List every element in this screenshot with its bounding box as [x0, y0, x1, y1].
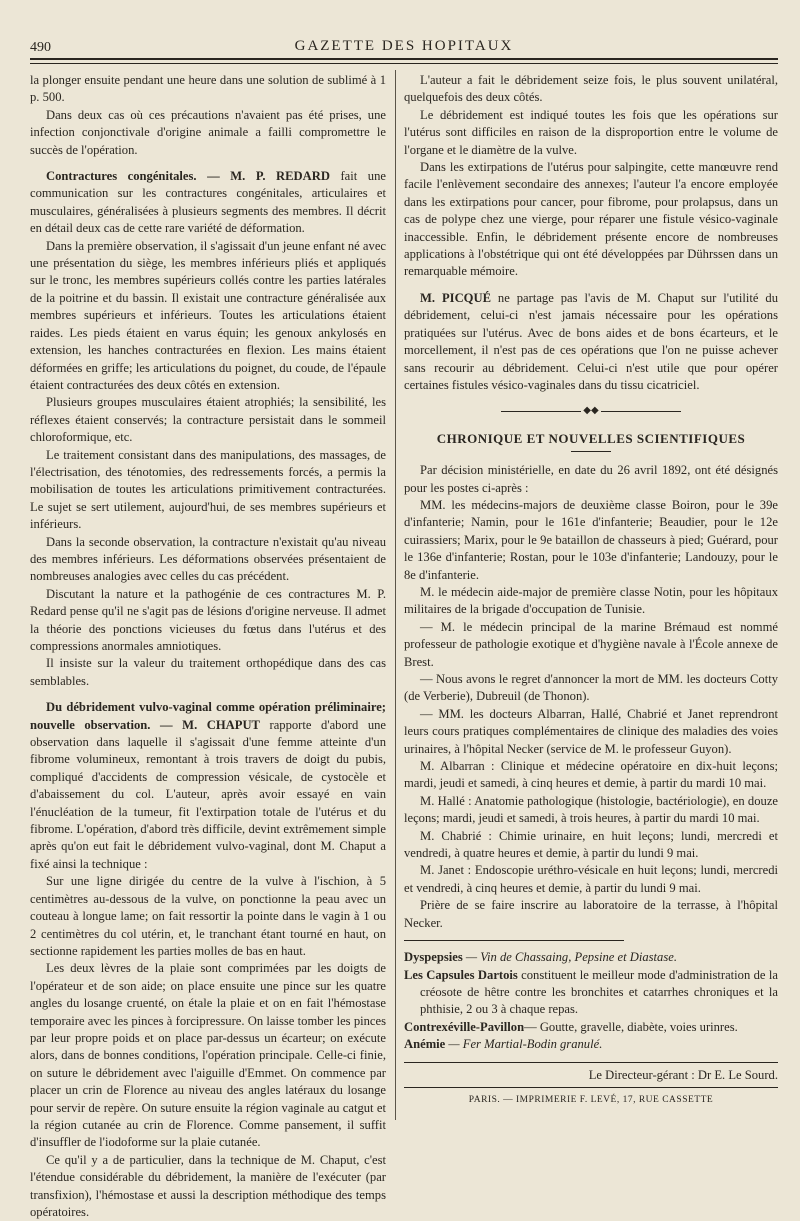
article-title: Du débridement vulvo-vaginal comme opération préliminaire; nouvelle observation. — [30, 700, 386, 732]
paragraph: Les deux lèvres de la plaie sont comprimées par les doigts de l'opérateur et de son aide; on place ensuite une pince sur les quatre angles du losange cruenté, on étale la plaie et on en fait l'hémostase temporaire avec les pinces à forcipressure. On laisse tomber les pinces par leur propre poids et on place par-dessus un écarteur; on exécute alors, dans de bonnes conditions, l'opération principale. Celle-ci finie, on suture le débridement avec l'aiguille d'Emmet. On commence par placer un crin de Florence au niveau des angles latéraux du losange pour servir de repère. On suture ensuite la région vaginale au catgut et la région cutanée au crin de Florence. Comme pansement, il suffit d'insuffler de l'iodoforme sur la plaie cutanée. — [30, 961, 386, 1150]
section-rule — [571, 451, 611, 452]
paragraph-text: ne partage pas l'avis de M. Chaput sur l'utilité du débridement, celui-ci n'est jamais nécessaire pour les opérations pratiquées sur l'utérus. Avec de bons aides et de bons écarteurs, et le morcellement, il n'est pas de ces opérations que l'on ne puisse achever sans recourir au débridement. Celui-ci n'est utile que pour opérer certaines fistules vésico-vaginales dans du tissu cicatriciel. — [404, 290, 778, 392]
ad-item: Anémie — Fer Martial-Bodin granulé. — [404, 1037, 603, 1052]
paragraph: MM. les médecins-majors de deuxième classe Boiron, pour le 39e d'infanterie; Namin, pour le 161e d'infanterie; Beaudier, pour le 12e cuirassiers; Marix, pour le 9e bataillon de chasseurs à pied; Guérard, pour le 136e d'infanterie; Rostan, pour le 103e d'infanterie; Landouzy, pour le 8e d'infanterie. — [404, 497, 778, 582]
article-debridement-intro — [30, 699, 386, 873]
paragraph: Le traitement consistant dans des manipulations, des massages, de l'électrisation, des ténotomies, des redressements forcés, a permis la mobilisation de toutes les articulations primitivement contracturées. Le sujet se sert utilement, aujourd'hui, de ses membres supérieurs et inférieurs. — [30, 447, 386, 532]
paragraph: L'auteur a fait le débridement seize fois, le plus souvent unilatéral, quelquefois des deux côtés. — [404, 73, 778, 105]
paragraph: la plonger ensuite pendant une heure dans une solution de sublimé à 1 p. 500. — [30, 73, 386, 105]
article-text: rapporte d'abord une observation dans laquelle il s'agissait d'une femme atteinte d'un fibrome volumineux, remontant à trois travers de doigt du pubis, compliqué d'accidents de compression vésicale, de cystocèle et d'abaissement du col. L'auteur, après avoir essayé en vain l'énucléation de la tumeur, fit l'extirpation totale de l'utérus et du fibrome. L'opération, d'abord très difficile, devint extrêmement simple après qu'on eut fait le débridement vulvo-vaginal, dont M. Chaput a fixé ainsi la technique : — [30, 717, 387, 871]
article-text: fait une communication sur les contractures congénitales, articulaires et musculaires, généralisées à plusieurs segments des membres. Il décrit en détail deux cas de cette rare variété de déformation. — [30, 169, 386, 236]
paragraph: M. Hallé : Anatomie pathologique (histologie, bactériologie), en douze leçons; mardi, jeudi et samedi, à trois heures, à partir du mardi 10 mai. — [404, 793, 778, 826]
ad-item: Dyspepsies — Vin de Chassaing, Pepsine et Diastase. — [404, 950, 677, 965]
paragraph: Plusieurs groupes musculaires étaient atrophiés; la sensibilité, les réflexes étaient conservés; la contracture persistait dans le sommeil chloroformique, etc. — [30, 395, 386, 445]
paragraph: Prière de se faire inscrire au laboratoire de la terrasse, à l'hôpital Necker. — [404, 898, 778, 930]
paragraph: M. Albarran : Clinique et médecine opératoire en dix-huit leçons; mardi, jeudi et samedi, à cinq heures et demie, à partir du mardi 10 mai. — [404, 759, 778, 791]
column-divider — [395, 70, 396, 1120]
paragraph: — MM. les docteurs Albarran, Hallé, Chabrié et Janet reprendront leurs cours pratiques complémentaires de clinique des maladies des voies urinaires, à l'hôpital Necker (service de M. le professeur Guyon). — [404, 706, 778, 756]
left-column — [30, 72, 386, 1221]
page-header — [30, 30, 778, 60]
paragraph: M. Chabrié : Chimie urinaire, en huit leçons; lundi, mercredi et vendredi, à quatre heures et demie, à partir du lundi 9 mai. — [404, 828, 778, 861]
ad-item: Contrexéville-Pavillon— Goutte, gravelle, diabète, voies urinres. — [404, 1019, 738, 1034]
paragraph: Discutant la nature et la pathogénie de ces contractures M. P. Redard pense qu'il ne s'agit pas de lésions d'origine nerveuse. Il admet la théorie des ponctions vicieuses du fœtus dans l'utérus et des compressions anormales amniotiques. — [30, 586, 386, 653]
article-contractures-intro — [30, 168, 386, 238]
paragraph: Dans la première observation, il s'agissait d'un jeune enfant né avec une présentation du siège, les membres inférieurs pliés et appliqués sur le tronc, les membres supérieurs collés contre les parties latérales de la poitrine et du bassin. Il existait une contracture généralisée aux membres supérieurs et inférieurs. Toutes les articulations étaient raides. Les pieds étaient en varus équin; les genoux ankylosés en extension, les hanches contracturées en flexion. Les mains étaient déformées en griffe; les articulations du poignet, du coude, de l'épaule étaient contracturées des deux côtés en extension. — [30, 238, 386, 392]
paragraph: Par décision ministérielle, en date du 26 avril 1892, ont été désignés pour les postes ci-après : — [404, 463, 778, 495]
picque-paragraph — [404, 290, 778, 394]
signature-rule — [404, 1062, 778, 1063]
paragraph: Sur une ligne dirigée du centre de la vulve à l'ischion, à 5 centimètres au-dessous de la vulve, on ponctionne la peau avec un couteau à longue lame; on fait ressortir la pointe dans le vagin à 1 ou 2 centimètres du col utérin, et, le tranchant étant tourné en haut, on sectionne rapidement les parties molles de bas en haut. — [30, 874, 386, 958]
article-title: Contractures congénitales. — [46, 169, 197, 184]
speaker-name: M. PICQUÉ — [420, 290, 491, 305]
section-ornament: ◆◆ — [404, 402, 778, 419]
paragraph: — Nous avons le regret d'annoncer la mort de MM. les docteurs Cotty (de Verberie), Dubreuil (de Thonon). — [404, 672, 778, 704]
paragraph: Il insiste sur la valeur du traitement orthopédique dans des cas semblables. — [30, 656, 386, 688]
advertisements — [404, 949, 778, 1053]
ad-item: Les Capsules Dartois constituent le meilleur mode d'administration de la créosote de hêtre contre les bronchites et catarrhes chroniques et la phthisie, 2 ou 3 à chaque repas. — [404, 967, 778, 1017]
printer-rule — [404, 1087, 778, 1088]
section-title: CHRONIQUE ET NOUVELLES SCIENTIFIQUES — [436, 430, 746, 446]
paragraph: Dans les extirpations de l'utérus pour salpingite, cette manœuvre rend facile l'enlèvement secondaire des annexes; l'auteur l'a encore employée dans les extirpations pour cancer, pour fibrome, pour prolapsus, dans un cas de polype chez une vierge, pour réparer une fistule vésico-vaginale inaccessible. Enfin, le débridement présente encore de nombreuses applications à l'obstétrique qui ont été développées par Dührssen dans un remarquable mémoire. — [404, 160, 778, 279]
header-rule-thin — [30, 63, 778, 64]
paragraph: Ce qu'il y a de particulier, dans la technique de M. Chaput, c'est l'étendue considérable du débridement, la manière de l'exécuter (par transfixion), l'hémostase et aussi la description méthodique des temps opératoires. — [30, 1152, 386, 1219]
right-column — [404, 72, 778, 1109]
ads-separator — [404, 940, 624, 941]
paragraph: Dans la seconde observation, la contracture n'existait qu'au niveau des membres inférieurs. Les déformations observées présentaient de nombreuses analogies avec celles du cas précédent. — [30, 534, 386, 584]
paragraph: M. le médecin aide-major de première classe Notin, pour les hôpitaux militaires de la brigade d'occupation de Tunisie. — [404, 584, 778, 617]
printer-line: PARIS. — IMPRIMERIE F. LEVÉ, 17, RUE CASSETTE — [468, 1094, 714, 1105]
paragraph: — M. le médecin principal de la marine Brémaud est nommé professeur de pathologie exotique et d'hygiène navale à l'École annexe de Brest. — [404, 619, 778, 669]
article-author: — M. P. REDARD — [207, 169, 330, 184]
page-number: 490 — [30, 40, 51, 55]
header-rule-thick — [30, 58, 778, 60]
paragraph: M. Janet : Endoscopie uréthro-vésicale en huit leçons; lundi, mercredi et vendredi, à cinq heures et demie, à partir du lundi 9 mai. — [404, 863, 778, 895]
article-author: — M. CHAPUT — [160, 717, 260, 732]
journal-title: GAZETTE DES HOPITAUX — [294, 38, 514, 54]
director-signature: Le Directeur-gérant : Dr E. Le Sourd. — [588, 1067, 778, 1082]
paragraph: Le débridement est indiqué toutes les fois que les opérations sur l'utérus sont difficiles en raison de la disproportion entre le volume de l'organe et le diamètre de la vulve. — [404, 107, 778, 157]
paragraph: Dans deux cas où ces précautions n'avaient pas été prises, une infection conjonctivale d'origine animale a failli compromettre le succès de l'opération. — [30, 107, 386, 157]
